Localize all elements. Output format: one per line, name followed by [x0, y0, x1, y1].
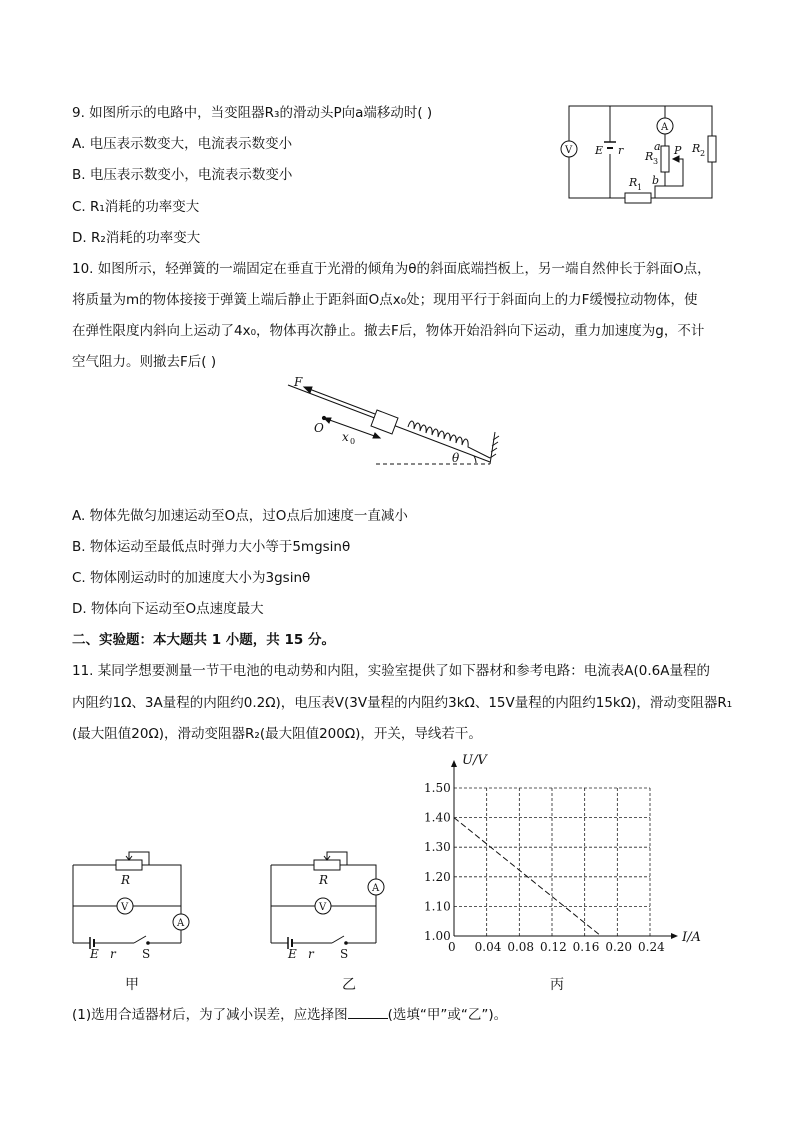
q11-jia-internal-r-label: r [110, 947, 116, 961]
q9-r2-label: R [692, 142, 701, 155]
x-tick-label: 0.20 [605, 940, 633, 954]
x-tick-label: 0 [448, 940, 456, 954]
q11-jia-r-label: R [121, 873, 131, 887]
q10-option-b: B. 物体运动至最低点时弹力大小等于5mgsinθ [72, 539, 351, 555]
x-tick-label: 0.16 [572, 940, 600, 954]
q11-jia-emf-label: E [90, 947, 99, 961]
q11-circuit-yi [266, 848, 396, 963]
y-tick-label: 1.50 [424, 781, 451, 795]
q10-option-a: A. 物体先做匀加速运动至O点，过O点后加速度一直减小 [72, 508, 408, 524]
q9-circuit-figure [555, 98, 725, 208]
y-tick-label: 1.10 [424, 899, 451, 914]
y-tick-label: 1.20 [424, 869, 451, 884]
q9-option-b: B. 电压表示数变小，电流表示数变小 [72, 167, 293, 183]
q11-yi-emf-label: E [288, 947, 297, 961]
y-tick-label: 1.00 [424, 929, 451, 943]
q11-stem-line1: 11. 某同学想要测量一节干电池的电动势和内阻，实验室提供了如下器材和参考电路：电流表A(0.6A量程的 [72, 663, 710, 679]
q11-jia-ammeter-symbol: A [177, 918, 185, 929]
q10-stem-line4: 空气阻力。则撤去F后( ) [72, 354, 217, 370]
q11-jia-switch-label: S [142, 947, 151, 961]
q11-ui-chart [410, 748, 720, 958]
y-axis-arrow-icon [451, 760, 457, 767]
q11-sub1-hint: (选填“甲”或“乙”)。 [387, 1007, 508, 1023]
q11-yi-internal-r-label: r [308, 947, 314, 961]
x-tick-label: 0.24 [638, 940, 665, 954]
y-tick-label: 1.40 [424, 810, 451, 825]
q9-option-a: A. 电压表示数变大，电流表示数变小 [72, 136, 293, 152]
q9-r3-sub: 3 [653, 157, 659, 166]
x-tick-label: 0.08 [507, 940, 535, 954]
q9-voltmeter-symbol: V [565, 145, 573, 156]
q11-yi-ammeter-symbol: A [372, 883, 380, 894]
x-axis-label: I/A [682, 930, 701, 945]
q10-point-o-label: O [314, 421, 324, 435]
q9-option-c: C. R₁消耗的功率变大 [72, 199, 200, 215]
q11-yi-switch-label: S [340, 947, 349, 961]
q10-stem-line3: 在弹性限度内斜向上运动了4x₀，物体再次静止。撤去F后，物体开始沿斜向下运动，重力加速度为g，不计 [72, 323, 705, 339]
q11-sub1-prompt: (1)选用合适器材后，为了减小误差，应选择图 [72, 1007, 348, 1023]
q10-option-c: C. 物体刚运动时的加速度大小为3gsinθ [72, 570, 311, 586]
q9-internal-r-label: r [618, 144, 624, 157]
q9-r1-sub: 1 [637, 183, 643, 192]
q9-stem: 9. 如图所示的电路中，当变阻器R₃的滑动头P向a端移动时( ) [72, 105, 433, 121]
q10-stem-line1: 10. 如图所示，轻弹簧的一端固定在垂直于光滑的倾角为θ的斜面底端挡板上，另一端自然伸长于斜面O点， [72, 261, 711, 277]
x-tick-label: 0.12 [540, 940, 567, 954]
x-tick-label: 0.04 [474, 940, 502, 954]
q11-caption-yi: 乙 [342, 977, 356, 993]
q9-option-d: D. R₂消耗的功率变大 [72, 230, 201, 246]
q11-jia-voltmeter-symbol: V [121, 902, 129, 913]
q11-stem-line3: (最大阻值20Ω)，滑动变阻器R₂(最大阻值200Ω)，开关，导线若干。 [72, 726, 482, 742]
q10-theta-label: θ [452, 451, 460, 465]
q9-r1-label: R [629, 176, 638, 189]
q10-stem-line2: 将质量为m的物体接接于弹簧上端后静止于距斜面O点x₀处；现用平行于斜面向上的力F缓慢拉动物体，使 [72, 292, 698, 308]
q11-caption-jia: 甲 [125, 977, 139, 993]
q11-circuit-jia [68, 848, 198, 963]
q9-terminal-a-label: a [654, 140, 661, 153]
q9-r3-label: R [645, 150, 654, 163]
q9-terminal-b-label: b [652, 174, 660, 187]
q11-yi-r-label: R [319, 873, 329, 887]
q10-force-label: F [294, 375, 303, 389]
q10-x0-label: x [342, 430, 349, 444]
q11-sub1-answer-blank[interactable] [348, 1004, 388, 1019]
section-heading: 二、实验题：本大题共 1 小题，共 15 分。 [72, 632, 335, 648]
y-tick-label: 1.30 [424, 840, 451, 855]
q9-slider-p-label: P [674, 144, 682, 157]
q11-stem-line2: 内阻约1Ω、3A量程的内阻约0.2Ω)，电压表V(3V量程的内阻约3kΩ、15V量程的内阻约15kΩ)，滑动变阻器R₁ [72, 695, 733, 711]
q10-incline-figure [280, 370, 520, 470]
q11-yi-voltmeter-symbol: V [319, 902, 327, 913]
q11-sub1 [72, 1004, 507, 1025]
q9-r2-sub: 2 [700, 149, 706, 158]
q10-option-d: D. 物体向下运动至O点速度最大 [72, 601, 264, 617]
q9-ammeter-symbol: A [661, 122, 669, 133]
q10-x0-sub: 0 [350, 437, 356, 446]
q9-emf-label: E [595, 144, 604, 157]
q11-caption-bing: 丙 [550, 977, 564, 993]
y-axis-label: U/V [462, 753, 487, 768]
x-axis-arrow-icon [671, 933, 678, 939]
